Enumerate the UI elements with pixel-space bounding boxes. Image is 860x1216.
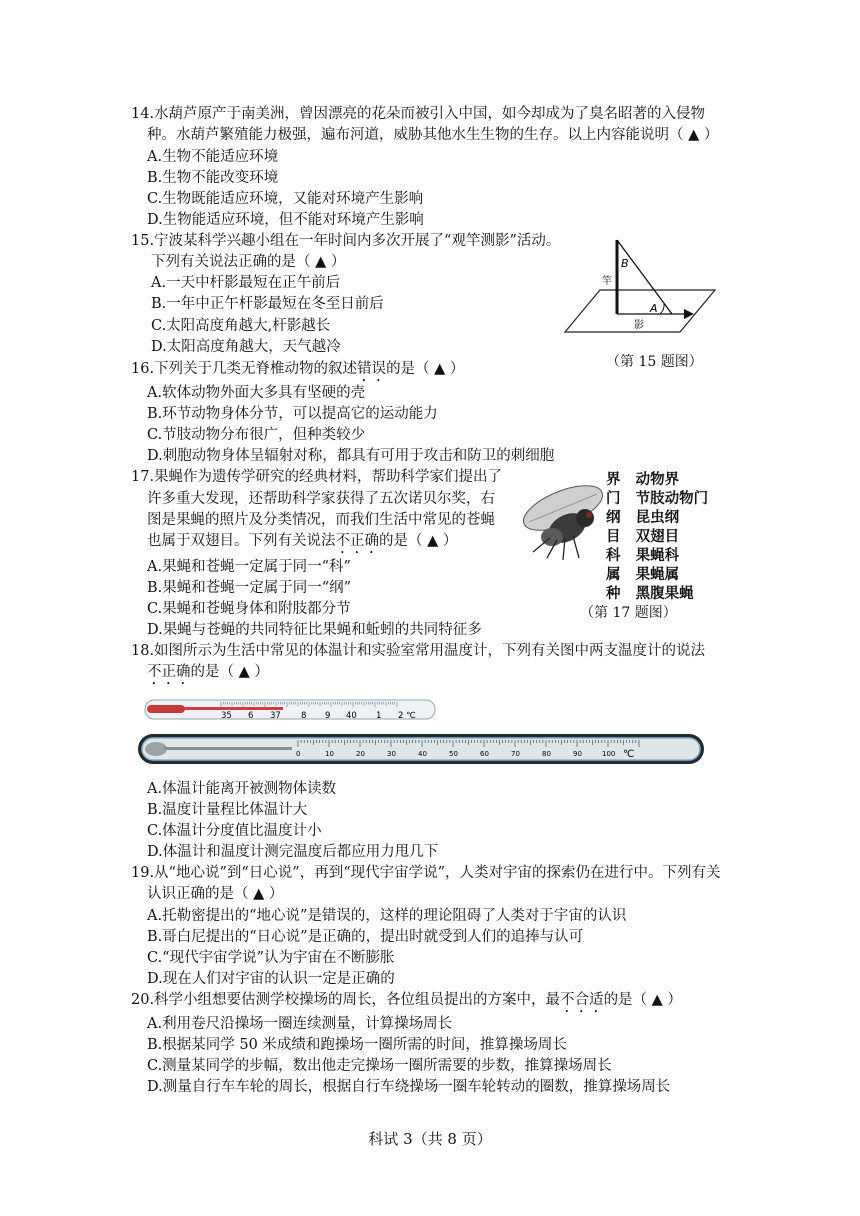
lab-label-90: 90 xyxy=(573,750,582,758)
q16-stem-post: 的是（ ▲ ） xyxy=(386,361,465,377)
q18-stem-line2 xyxy=(147,662,269,688)
q18-stem-post: 的是（ ▲ ） xyxy=(190,664,269,680)
q18-option-a: A.体温计能离开被测物体读数 xyxy=(147,781,337,797)
q14-option-a: A.生物不能适应环境 xyxy=(147,149,279,165)
q18-option-b: B.温度计量程比体温计大 xyxy=(147,802,308,818)
q15-stem-line2: 下列有关说法正确的是（ ▲ ） xyxy=(151,254,346,270)
taxonomy-species: 种 黑腹果蝇 xyxy=(606,586,694,602)
q18-option-d: D.体温计和温度计测完温度后都应用力甩几下 xyxy=(147,844,439,860)
q16-stem xyxy=(131,359,464,385)
q15-option-a: A.一天中杆影最短在正午前后 xyxy=(151,275,341,291)
clinical-thermometer xyxy=(143,697,438,723)
q20-stem-pre: 20.科学小组想要估测学校操场的周长，各位组员提出的方案中，最 xyxy=(131,992,561,1008)
q14-stem-line1: 14.水葫芦原产于南美洲，曾因漂亮的花朵而被引入中国，如今却成为了臭名昭著的入侵物 xyxy=(131,106,706,122)
q16-stem-emphasis: 错误 xyxy=(357,361,387,377)
q17-stem-line4-post: 的是（ ▲ ） xyxy=(379,533,458,549)
q19-stem-line1: 19.从“地心说”到“日心说”，再到“现代宇宙学说”，人类对宇宙的探索仍在进行中。下列有关 xyxy=(131,865,721,881)
page-footer: 科试 3（共 8 页） xyxy=(368,1130,492,1148)
lab-label-20: 20 xyxy=(356,750,365,758)
q17-stem-line3: 图是果蝇的照片及分类情况，而我们生活中常见的苍蝇 xyxy=(147,512,495,528)
pole-label: 竿 xyxy=(602,276,612,287)
lab-label-50: 50 xyxy=(449,750,458,758)
lab-label-60: 60 xyxy=(480,750,489,758)
q20-option-d: D.测量自行车车轮的周长，根据自行车绕操场一圈车轮转动的圈数，推算操场周长 xyxy=(147,1079,671,1095)
q20-stem xyxy=(131,990,682,1016)
angle-b-label: B xyxy=(621,257,629,270)
lab-label-10: 10 xyxy=(325,750,334,758)
q15-option-b: B.一年中正午杆影最短在冬至日前后 xyxy=(151,296,384,312)
lab-label-celsius: ℃ xyxy=(623,749,635,760)
q15-figure-pole-shadow xyxy=(560,232,720,344)
q15-option-d: D.太阳高度角越大，天气越冷 xyxy=(151,339,341,355)
q19-option-a: A.托勒密提出的“地心说”是错误的，这样的理论阻碍了人类对于宇宙的认识 xyxy=(147,908,627,924)
q20-option-b: B.根据某同学 50 米成绩和跑操场一圈所需的时间，推算操场周长 xyxy=(147,1037,567,1053)
q15-stem-line1: 15.宁波某科学兴趣小组在一年时间内多次开展了“观竿测影”活动。 xyxy=(131,233,561,249)
q20-option-c: C.测量某同学的步幅，数出他走完操场一圈所需要的步数，推算操场周长 xyxy=(147,1058,612,1074)
lab-label-70: 70 xyxy=(511,750,520,758)
taxonomy-family: 科 果蝇科 xyxy=(606,548,680,564)
clin-label-2c: 2 ℃ xyxy=(398,711,416,721)
clin-label-8: 8 xyxy=(301,711,307,721)
angle-a-label: A xyxy=(650,302,658,315)
q17-option-b: B.果蝇和苍蝇一定属于同一“纲” xyxy=(147,580,352,596)
q14-option-b: B.生物不能改变环境 xyxy=(147,170,279,186)
q17-stem-line2: 许多重大发现，还帮助科学家获得了五次诺贝尔奖，右 xyxy=(147,491,495,507)
q17-stem-line4-pre: 也属于双翅目。下列有关说法 xyxy=(147,533,336,549)
taxonomy-kingdom: 界 动物界 xyxy=(606,472,680,488)
shadow-label: 影 xyxy=(634,320,644,331)
q14-option-d: D.生物能适应环境，但不能对环境产生影响 xyxy=(147,212,424,228)
q19-option-c: C.“现代宇宙学说”认为宇宙在不断膨胀 xyxy=(147,950,395,966)
clin-label-37: 37 xyxy=(270,711,281,721)
q17-option-a: A.果蝇和苍蝇一定属于同一“科” xyxy=(147,559,351,575)
q20-stem-post: 的是（ ▲ ） xyxy=(603,992,682,1008)
lab-label-30: 30 xyxy=(387,750,396,758)
taxonomy-genus: 属 果蝇属 xyxy=(606,567,680,583)
lab-label-80: 80 xyxy=(542,750,551,758)
q16-option-b: B.环节动物身体分节，可以提高它的运动能力 xyxy=(147,406,438,422)
clin-label-40: 40 xyxy=(346,711,357,721)
q17-option-c: C.果蝇和苍蝇身体和附肢都分节 xyxy=(147,601,351,617)
q17-stem-line4 xyxy=(147,531,457,557)
clin-label-35: 35 xyxy=(221,711,232,721)
q19-option-b: B.哥白尼提出的“日心说”是正确的，提出时就受到人们的追捧与认可 xyxy=(147,929,584,945)
q19-stem-line2: 认识正确的是（ ▲ ） xyxy=(147,886,284,902)
q19-option-d: D.现在人们对宇宙的认识一定是正确的 xyxy=(147,971,395,987)
q14-stem-line2: 种。水葫芦繁殖能力极强，遍布河道，威胁其他水生生物的生存。以上内容能说明（ ▲ ） xyxy=(147,127,719,143)
q16-option-a: A.软体动物外面大多具有坚硬的壳 xyxy=(147,385,366,401)
q14-option-c: C.生物既能适应环境，又能对环境产生影响 xyxy=(147,191,424,207)
taxonomy-class: 纲 昆虫纲 xyxy=(606,510,680,526)
q20-option-a: A.利用卷尺沿操场一圈连续测量，计算操场周长 xyxy=(147,1016,453,1032)
sun-ray xyxy=(617,240,672,314)
q15-option-c: C.太阳高度角越大,杆影越长 xyxy=(151,318,331,334)
q17-option-d: D.果蝇与苍蝇的共同特征比果蝇和蚯蚓的共同特征多 xyxy=(147,622,482,638)
q16-stem-pre: 16.下列关于几类无脊椎动物的叙述 xyxy=(131,361,358,377)
lab-label-40: 40 xyxy=(418,750,427,758)
lab-label-0: 0 xyxy=(296,750,301,758)
taxonomy-phylum: 门 节肢动物门 xyxy=(606,491,709,507)
lab-thermometer xyxy=(136,730,706,768)
q16-option-c: C.节肢动物分布很广，但种类较少 xyxy=(147,427,366,443)
lab-label-100: 100 xyxy=(602,750,616,758)
q18-option-c: C.体温计分度值比温度计小 xyxy=(147,823,322,839)
q15-figure-caption: （第 15 题图） xyxy=(606,354,703,370)
q17-figure-caption: （第 17 题图） xyxy=(580,605,677,621)
clin-label-9: 9 xyxy=(325,711,331,721)
clin-label-6: 6 xyxy=(248,711,254,721)
taxonomy-order: 目 双翅目 xyxy=(606,529,680,545)
q18-stem-line1: 18.如图所示为生活中常见的体温计和实验室常用温度计，下列有关图中两支温度计的说法 xyxy=(131,643,706,659)
fruit-fly-image xyxy=(517,474,609,562)
q16-option-d: D.刺胞动物身体呈辐射对称，都具有可用于攻击和防卫的刺细胞 xyxy=(147,448,555,464)
clin-label-1: 1 xyxy=(376,711,382,721)
q20-stem-emphasis: 不合适 xyxy=(560,992,604,1008)
q17-stem-emphasis: 不正确 xyxy=(335,533,379,549)
q18-stem-emphasis: 不正确 xyxy=(147,664,191,680)
q17-stem-line1: 17.果蝇作为遗传学研究的经典材料，帮助科学家们提出了 xyxy=(131,469,503,485)
